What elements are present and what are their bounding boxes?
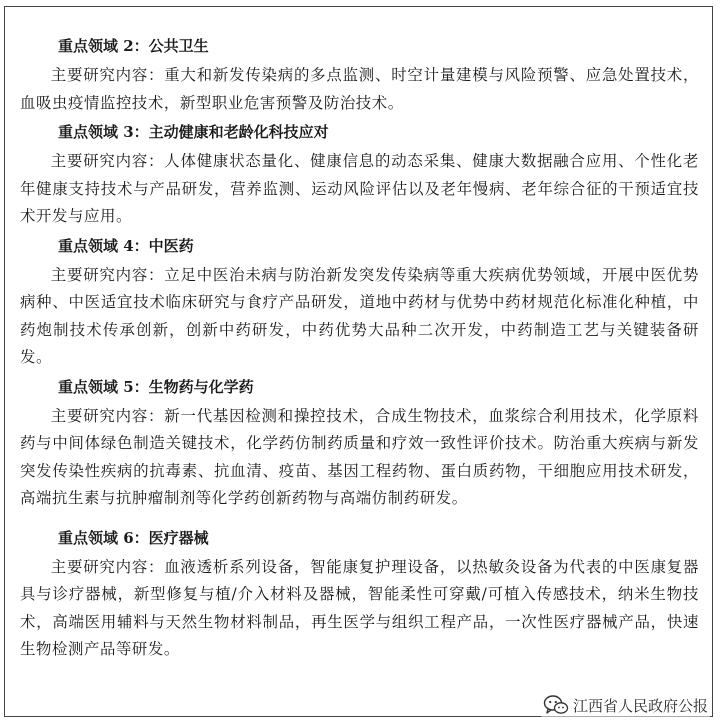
section-heading-public-health: 重点领域 2：公共卫生 xyxy=(58,37,209,55)
section-content-active-health: 主要研究内容：人体健康状态量化、健康信息的动态采集、健康大数据融合应用、个性化老年健康支持技术与产品研发，营养监测、运动风险评估以及老年慢病、老年综合征的干预适宜技术开发与应用。 xyxy=(20,152,699,225)
watermark-text: 江西省人民政府公报 xyxy=(572,696,708,715)
section-heading-tcm: 重点领域 4：中医药 xyxy=(58,236,194,255)
section-content-biochem-drugs: 主要研究内容：新一代基因检测和操控技术，合成生物技术，血浆综合利用技术，化学原料药与中间体绿色制造关键技术，化学药仿制药质量和疗效一致性评价技术。防治重大疾病与新发突发传染性疾病的抗毒素、抗血清、疫苗、基因工程药物、蛋白质药物，干细胞应用技术研发，高端抗生素与抗肿瘤制剂等化学药创新药物与高端仿制药研发。 xyxy=(20,406,699,507)
document-page xyxy=(4,6,713,717)
watermark xyxy=(541,692,710,718)
section-spacer xyxy=(20,513,699,523)
section-heading-active-health: 重点领域 3：主动健康和老龄化科技应对 xyxy=(58,123,329,141)
section-content-public-health: 主要研究内容：重大和新发传染病的多点监测、时空计量建模与风险预警、应急处置技术，血吸虫疫情监控技术，新型职业危害预警及防治技术。 xyxy=(20,66,699,112)
section-heading-medical-devices: 重点领域 6：医疗器械 xyxy=(58,528,209,547)
section-content-medical-devices: 主要研究内容：血液透析系列设备，智能康复护理设备，以热敏灸设备为代表的中医康复器具与诊疗器械，新型修复与植/介入材料及器械，智能柔性可穿戴/可植入传感技术，纳米生物技术，高端医用辅料与天然生物材料制品，再生医学与组织工程产品，一次性医疗器械产品，快速生物检测产品等研发。 xyxy=(20,557,699,658)
section-content-tcm: 主要研究内容：立足中医治未病与防治新发突发传染病等重大疾病优势领域，开展中医优势病种、中医适宜技术临床研究与食疗产品研发，道地中药材与优势中药材规范化标准化种植，中药炮制技术传承创新，创新中药研发，中药优势大品种二次开发，中药制造工艺与关键装备研发。 xyxy=(20,265,699,366)
document-content xyxy=(5,31,712,664)
section-heading-biochem-drugs: 重点领域 5：生物药与化学药 xyxy=(58,377,254,396)
wechat-icon xyxy=(543,694,569,716)
